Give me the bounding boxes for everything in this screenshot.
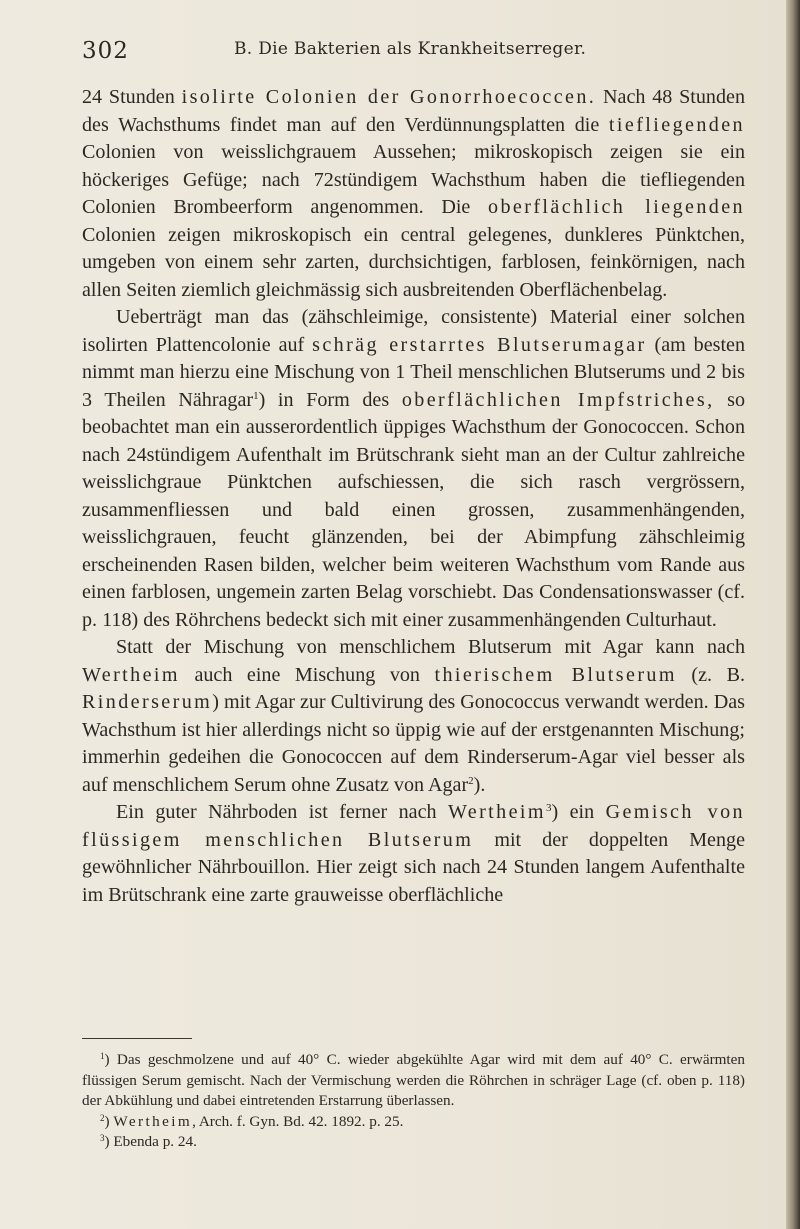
author-name: Wertheim bbox=[448, 801, 546, 823]
spaced-emphasis: oberflächlichen Impfstriches, bbox=[401, 388, 715, 411]
spaced-emphasis: thierischem Blutserum bbox=[434, 663, 677, 686]
page-header bbox=[82, 38, 740, 70]
footnotes bbox=[82, 1050, 745, 1153]
footnote-3: $^3$) Ebenda p. 24. bbox=[100, 1133, 197, 1150]
footnote-ref-1: 1 bbox=[253, 389, 259, 402]
footnote-1: $^1$) Das geschmolzene und auf 40° C. wieder abgekühlte Agar wird mit dem auf 40° C. erwärmten flüssigen Serum gemischt. Nach der Vermischung werden die Röhrchen in schräger Lage (cf. oben p. 118) der Abkühlung und dabei eintretenden Erstarrung überlassen. bbox=[82, 1051, 745, 1109]
page-number: 302 bbox=[82, 38, 129, 64]
body-text bbox=[82, 84, 745, 909]
spaced-emphasis: isolirte Colonien der Gonorrhoecoccen. bbox=[181, 86, 597, 108]
footnote-2: $^2$) Wertheim, Arch. f. Gyn. Bd. 42. 1892. p. 25. bbox=[100, 1112, 404, 1130]
paragraph-3: Statt der Mischung von menschlichem Blutserum mit Agar kann nach Wertheim auch eine Mischung von thierischem Blutserum (z. B. Rinderserum) mit Agar zur Cultivirung des Gonococcus verwandt werden. Das Wachsthum ist hier allerdings nicht so üppig wie auf der erstgenannten Mischung; immerhin gedeihen die Gonococcen auf dem Rinderserum-Agar viel besser als auf menschlichem Serum ohne Zusatz von Agar$^2$). bbox=[82, 636, 746, 796]
spaced-emphasis: Gemisch von flüssigem menschlichen Blutserum bbox=[82, 801, 745, 851]
spaced-emphasis: tiefliegenden bbox=[608, 113, 745, 136]
paragraph-2: Ueberträgt man das (zähschleimige, consistente) Material einer solchen isolirten Plattencolonie auf schräg erstarrtes Blutserumagar (am besten nimmt man hierzu eine Mischung von 1 Theil menschlichen Blutserums und 2 bis 3 Theilen Nähragar$^1$) in Form des oberflächlichen Impfstriches, so beobachtet man ein ausserordentlich üppiges Wachsthum der Gonococcen. Schon nach 24stündigem Aufenthalt im Brütschrank sieht man an der Cultur zahlreiche weisslichgraue Pünktchen aufschiessen, die sich rasch vergrössern, zusammenfliessen und bald einen grossen, zusammenhängenden, weisslichgrauen, feucht glänzenden, bei der Abimpfung zähschleimig erscheinenden Rasen bilden, welcher beim weiteren Wachsthum vom Rande aus einen farblosen, ungemein zarten Belag vorschiebt. Das Condensationswasser (cf. p. 118) des Röhrchens bedeckt sich mit einer zusammenhängenden Culturhaut. bbox=[82, 306, 746, 631]
spaced-emphasis: Rinderserum bbox=[82, 691, 213, 713]
paragraph-1: 24 Stunden isolirte Colonien der Gonorrhoecoccen. Nach 48 Stunden des Wachsthums findet man auf den Verdünnungsplatten die tiefliegenden Colonien von weisslichgrauem Aussehen; mikroskopisch zeigen sie ein höckeriges Gefüge; nach 72stündigem Wachsthum haben die tiefliegenden Colonien Brombeerform angenommen. Die oberflächlich liegenden Colonien zeigen mikroskopisch ein central gelegenes, dunkleres Pünktchen, umgeben von einem sehr zarten, durchsichtigen, farblosen, feinkörnigen, nach allen Seiten ziemlich gleichmässig sich ausbreitenden Oberflächenbelag. bbox=[82, 86, 745, 301]
spaced-emphasis: schräg erstarrtes Blutserumagar bbox=[312, 333, 647, 356]
author-name: Wertheim bbox=[113, 1112, 193, 1130]
footnote-ref-3: 3 bbox=[545, 802, 552, 814]
footnote-divider bbox=[82, 1038, 192, 1039]
paragraph-4: Ein guter Nährboden ist ferner nach Wertheim$^3$) ein Gemisch von flüssigem menschlichen Blutserum mit der doppelten Menge gewöhnlicher Nährbouillon. Hier zeigt sich nach 24 Stunden langem Aufenthalte im Brütschrank eine zarte grauweisse oberflächliche bbox=[82, 801, 745, 906]
page-edge-shadow bbox=[786, 0, 800, 1229]
footnote-ref-2: 2 bbox=[468, 774, 474, 787]
running-head: B. Die Bakterien als Krankheitserreger. bbox=[234, 39, 587, 59]
author-name: Wertheim bbox=[82, 663, 180, 686]
spaced-emphasis: oberflächlich liegenden bbox=[488, 196, 745, 218]
